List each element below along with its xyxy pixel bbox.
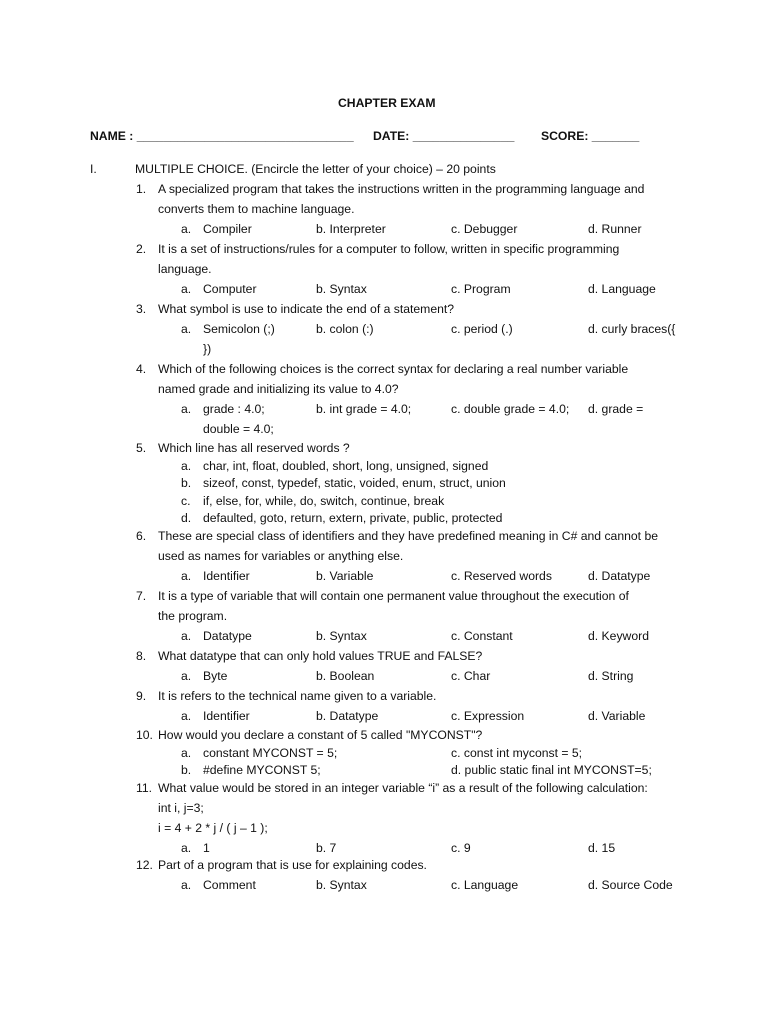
question-text: What symbol is use to indicate the end of a statement? — [158, 302, 455, 316]
choice-continuation: }) — [203, 342, 212, 356]
question-text: It is a set of instructions/rules for a computer to follow, written in specific programming — [158, 242, 620, 256]
date-field: DATE: _______________ — [373, 129, 515, 143]
choice-letter: a. — [181, 569, 192, 583]
question-text: Part of a program that is use for explaining codes. — [158, 858, 427, 872]
choice-option: c. 9 — [451, 841, 471, 855]
choice-option: Comment — [203, 878, 256, 892]
choice-option: b. colon (:) — [316, 322, 374, 336]
choice-option: d. Datatype — [588, 569, 651, 583]
choice-option: d. Language — [588, 282, 656, 296]
choice-option: d. 15 — [588, 841, 616, 855]
choice-option: b. Syntax — [316, 878, 367, 892]
choice-option: #define MYCONST 5; — [203, 763, 321, 778]
choice-option: c. Constant — [451, 629, 513, 643]
question-text: used as names for variables or anything else. — [158, 549, 404, 563]
choice-option: sizeof, const, typedef, static, voided, enum, struct, union — [203, 476, 506, 491]
choice-option: d. Runner — [588, 222, 642, 236]
choice-letter: d. — [181, 510, 192, 525]
choice-option: c. double grade = 4.0; — [451, 402, 570, 416]
choice-option: b. Syntax — [316, 629, 367, 643]
choice-option: c. Char — [451, 669, 491, 683]
choice-letter: a. — [181, 878, 192, 892]
exam-title: CHAPTER EXAM — [338, 96, 436, 110]
choice-option: constant MYCONST = 5; — [203, 746, 338, 760]
question-text: These are special class of identifiers and they have predefined meaning in C# and cannot be — [158, 529, 659, 543]
question-number: 8. — [136, 649, 147, 663]
choice-option: d. Source Code — [588, 878, 673, 892]
question-text: the program. — [158, 609, 228, 623]
question-text: language. — [158, 262, 212, 276]
choice-option: c. Debugger — [451, 222, 518, 236]
choice-option: c. period (.) — [451, 322, 513, 336]
choice-continuation: double = 4.0; — [203, 422, 274, 436]
choice-option: char, int, float, doubled, short, long, unsigned, signed — [203, 459, 489, 473]
question-text: It is refers to the technical name given to a variable. — [158, 689, 437, 703]
choice-option: d. public static final int MYCONST=5; — [451, 763, 652, 778]
choice-letter: a. — [181, 709, 192, 723]
choice-letter: a. — [181, 322, 192, 336]
choice-option: c. Language — [451, 878, 519, 892]
question-text: int i, j=3; — [158, 801, 204, 815]
choice-option: Byte — [203, 669, 228, 683]
choice-letter: a. — [181, 222, 192, 236]
question-number: 3. — [136, 302, 147, 316]
choice-option: Identifier — [203, 569, 250, 583]
choice-option: Computer — [203, 282, 257, 296]
choice-option: grade : 4.0; — [203, 402, 265, 416]
choice-letter: a. — [181, 746, 192, 760]
choice-letter: b. — [181, 763, 192, 778]
choice-option: c. Expression — [451, 709, 525, 723]
question-number: 9. — [136, 689, 147, 703]
choice-letter: a. — [181, 459, 192, 473]
question-number: 2. — [136, 242, 147, 256]
choice-option: d. String — [588, 669, 634, 683]
choice-letter: a. — [181, 841, 192, 855]
question-text: i = 4 + 2 * j / ( j – 1 ); — [158, 821, 268, 835]
choice-option: d. Keyword — [588, 629, 649, 643]
question-number: 7. — [136, 589, 147, 603]
choice-letter: a. — [181, 629, 192, 643]
choice-option: if, else, for, while, do, switch, continue, break — [203, 493, 445, 508]
choice-letter: a. — [181, 669, 192, 683]
choice-letter: a. — [181, 282, 192, 296]
choice-option: Datatype — [203, 629, 252, 643]
question-text: Which line has all reserved words ? — [158, 441, 350, 455]
choice-option: Compiler — [203, 222, 252, 236]
question-text: What datatype that can only hold values TRUE and FALSE? — [158, 649, 483, 663]
choice-option: d. curly braces({ — [588, 322, 676, 336]
question-text: Which of the following choices is the correct syntax for declaring a real number variable — [158, 362, 629, 376]
question-text: It is a type of variable that will contain one permanent value throughout the execution of — [158, 589, 629, 603]
question-text: converts them to machine language. — [158, 202, 355, 216]
choice-letter: b. — [181, 476, 192, 491]
question-number: 6. — [136, 529, 147, 543]
choice-option: c. const int myconst = 5; — [451, 746, 583, 760]
choice-option: d. grade = — [588, 402, 644, 416]
name-field: NAME : ________________________________ — [90, 129, 354, 143]
choice-option: b. Interpreter — [316, 222, 386, 236]
question-number: 4. — [136, 362, 147, 376]
question-text: A specialized program that takes the instructions written in the programming language and — [158, 182, 645, 196]
question-number: 5. — [136, 441, 147, 455]
section-title: MULTIPLE CHOICE. (Encircle the letter of your choice) – 20 points — [135, 162, 496, 176]
choice-option: b. int grade = 4.0; — [316, 402, 412, 416]
question-text: How would you declare a constant of 5 called "MYCONST"? — [158, 728, 483, 742]
choice-option: d. Variable — [588, 709, 646, 723]
choice-option: b. 7 — [316, 841, 337, 855]
choice-option: 1 — [203, 841, 210, 855]
question-number: 10. — [136, 728, 153, 742]
choice-option: c. Reserved words — [451, 569, 552, 583]
question-number: 11. — [136, 781, 153, 795]
choice-option: b. Datatype — [316, 709, 379, 723]
question-text: named grade and initializing its value to 4.0? — [158, 382, 399, 396]
choice-letter: c. — [181, 493, 191, 508]
choice-option: b. Syntax — [316, 282, 367, 296]
question-number: 1. — [136, 182, 147, 196]
choice-letter: a. — [181, 402, 192, 416]
choice-option: Identifier — [203, 709, 250, 723]
choice-option: b. Boolean — [316, 669, 375, 683]
question-number: 12. — [136, 858, 153, 872]
choice-option: b. Variable — [316, 569, 374, 583]
choice-option: defaulted, goto, return, extern, private, public, protected — [203, 510, 503, 525]
section-numeral: I. — [90, 162, 97, 176]
score-field: SCORE: _______ — [541, 129, 640, 143]
choice-option: Semicolon (;) — [203, 322, 275, 336]
question-text: What value would be stored in an integer variable “i” as a result of the following calculation: — [158, 781, 648, 795]
choice-option: c. Program — [451, 282, 511, 296]
